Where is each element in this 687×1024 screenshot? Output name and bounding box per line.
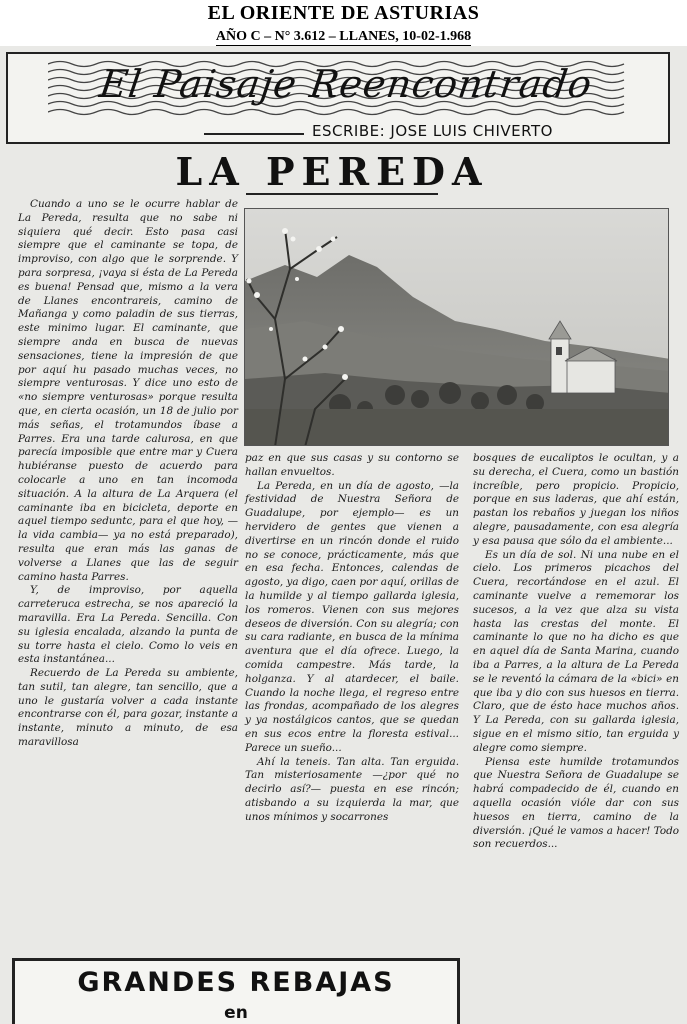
paragraph: Y, de improviso, por aquella carreteruca estrecha, se nos apareció la maravilla. Era La Pereda. Sencilla. Con su iglesia encalada, alzando la punta de su torre hasta el cielo. Como lo veis en esta instantánea... <box>18 584 238 666</box>
paragraph: Es un día de sol. Ni una nube en el cielo. Los primeros picachos del Cuera, recortándose en el azul. El caminante vuelve a rememorar los sucesos, a la vez que alza su vista hasta las crestas del monte. El caminante lo que no ha dicho es que en aquel día de Santa Marina, cuando iba a Parres, a la altura de La Pereda se le reventó la cámara de la «bici» en que iba y dio con sus huesos en tierra. Claro, que de ésto hace muchos años. Y La Pereda, con su gallarda iglesia, sigue en el mismo sitio, tan erguida y alegre como siempre. <box>473 548 679 754</box>
sale-advertisement <box>12 958 460 1024</box>
paragraph: La Pereda, en un día de agosto, —la festividad de Nuestra Señora de Guadalupe, por ejemplo— es un hervidero de gentes que vienen a divertirse en un rincón donde el ruido no se conoce, prácticamente, más que en esa fecha. Entonces, calendas de agosto, ya digo, caen por aquí, orillas de la humilde y al tiempo gallarda iglesia, los romeros. Vienen con sus mejores deseos de diversión. Con su alegría; con su cara radiante, en busca de la mínima aventura que el día ofrece. Luego, la comida campestre. Más tarde, la holganza. Y al atardecer, el baile. Cuando la noche llega, el regreso entre las frondas, acompañado de los alegres y ya nostálgicos cantos, que se quedan en sus ecos entre la floresta estival... Parece un sueño... <box>245 479 459 754</box>
headline-rule <box>246 193 438 195</box>
paragraph: Ahí la teneis. Tan alta. Tan erguida. Tan misteriosamente —¿por qué no decirlo así?— puesta en ese rincón; atisbando a su izquierda la mar, que unos mínimos y socarrones <box>245 755 459 823</box>
article-column-1 <box>18 198 238 750</box>
paragraph: Cuando a uno se le ocurre hablar de La Pereda, resulta que no sabe ni siquiera qué decir. Esto pasa casi siempre que el caminante se topa, de improviso, con algo que le sorprende. Y para sorpresa, ¡vaya si ésta de La Pereda es buena! Pensad que, mismo a la vera de Llanes encontrareis, camino de Mañanga y como paladin de sus tierras, este minimo lugar. El caminante, que siempre anda en busca de nuevas sensaciones, tiene la impresión de que por aquí hu pasado muchas veces, no siempre venturosas. Y dice uno esto de «no siempre venturosas» porque resulta que, en cierta ocasión, un 18 de julio por más señas, el trotamundos íbase a Parres. Era una tarde calurosa, en que parecía imposible que entre mar y Cuera hubiéranse puesto de acuerdo para colocarle a uno en tan incomoda situación. A la altura de La Arquera (el caminante iba en bicicleta, deporte en aquel tiempo seduntc, para el que hoy, —la vida cambia— ya no está preparado), resulta que eran más las ganas de volverse a Llanes que las de seguir camino hasta Parres. <box>18 198 238 583</box>
village-photo <box>244 208 669 446</box>
masthead <box>0 0 687 46</box>
series-title: El Paisaje Reencontrado <box>96 62 596 106</box>
byline-rule <box>204 133 304 135</box>
article-column-2 <box>245 452 459 825</box>
paragraph: bosques de eucaliptos le ocultan, y a su derecha, el Cuera, como un bastión increíble, pero propicio. Propicio, porque en sus laderas, que ahí están, pastan los rebaños y juegan los niños alegre, pausadamente, con esa alegría y esa pausa que sólo da el ambiente... <box>473 452 679 547</box>
paragraph: paz en que sus casas y su contorno se hallan envueltos. <box>245 452 459 478</box>
issue-line: AÑO C – N° 3.612 – LLANES, 10-02-1.968 <box>215 29 472 44</box>
series-banner <box>6 52 670 144</box>
byline: ESCRIBE: JOSE LUIS CHIVERTO <box>312 122 553 140</box>
newspaper-name: EL ORIENTE DE ASTURIAS <box>207 2 480 24</box>
newspaper-clipping <box>0 46 687 1024</box>
ad-headline: GRANDES REBAJAS <box>77 967 395 998</box>
article-headline: LA PEREDA <box>175 149 489 194</box>
paragraph: Piensa este humilde trotamundos que Nuestra Señora de Guadalupe se habrá compadecido de él, cuando en aquella ocasión vióle dar con sus huesos en tierra, camino de la diversión. ¡Qué le vamos a hacer! Todo son recuerdos... <box>473 755 679 851</box>
paragraph: Recuerdo de La Pereda su ambiente, tan sutil, tan alegre, tan sencillo, que a uno le gustaría volver a cada instante encontrarse con él, para gozar, instante a instante, minuto a minuto, de esa maravillosa <box>18 667 238 749</box>
ad-subline: en <box>224 1003 248 1023</box>
mountain-landscape-image <box>245 209 669 446</box>
article-column-3 <box>473 452 679 852</box>
